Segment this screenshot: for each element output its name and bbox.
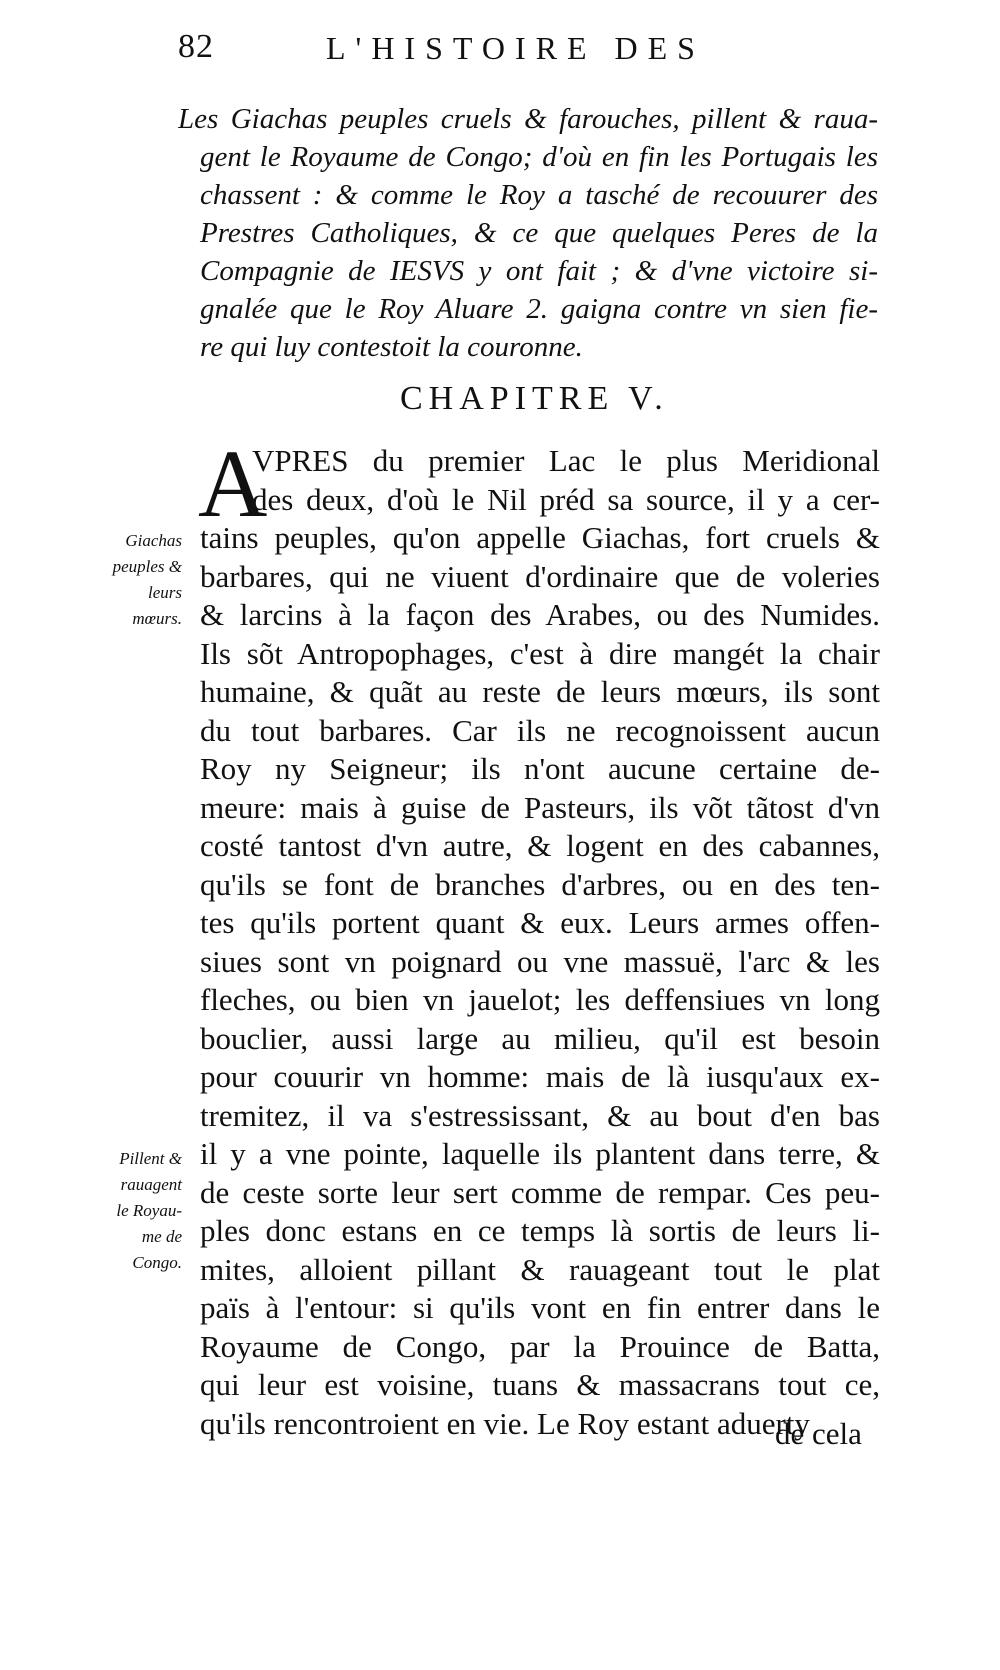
margin-note-line: mœurs. <box>132 609 182 628</box>
catchword: de cela <box>775 1416 862 1451</box>
body-line: du tout barbares. Car ils ne recognoissent aucun <box>200 712 880 748</box>
page-number: 82 <box>178 28 214 65</box>
margin-note <box>72 1146 182 1276</box>
page-header <box>178 28 878 78</box>
body-line: siues sont vn poignard ou vne massuë, l'arc & les <box>200 943 880 979</box>
margin-note-line: me de <box>141 1227 182 1246</box>
body-line: de ceste sorte leur sert comme de rempar. Ces peu- <box>200 1174 880 1210</box>
body-line: qui leur est voisine, tuans & massacrans tout ce, <box>200 1367 880 1402</box>
margin-note-line: peuples & <box>112 557 182 576</box>
body-line: meure: mais à guise de Pasteurs, ils võt tãtost d'vn <box>200 789 880 825</box>
body-line: Royaume de Congo, par la Prouince de Batta, <box>200 1328 880 1364</box>
body-line: païs à l'entour: si qu'ils vont en fin entrer dans le <box>200 1290 880 1325</box>
drop-cap: A <box>198 430 268 537</box>
summary-line: gnalée que le Roy Aluare 2. gaigna contre vn sien fie- <box>200 293 878 325</box>
body-line: bouclier, aussi large au milieu, qu'il est besoin <box>200 1020 880 1056</box>
body-line: fleches, ou bien vn jauelot; les deffensiues vn long <box>200 982 880 1017</box>
summary-line: Les Giachas peuples cruels & farouches, pillent & raua- <box>178 103 878 135</box>
body-line: costé tantost d'vn autre, & logent en des cabannes, <box>200 828 880 863</box>
chapter-summary <box>178 100 878 366</box>
summary-line: gent le Royaume de Congo; d'où en fin les Portugais les <box>200 141 878 173</box>
margin-note-line: Giachas <box>125 531 182 550</box>
body-line: humaine, & quãt au reste de leurs mœurs, ils sont <box>200 674 880 709</box>
margin-note-line: Congo. <box>132 1253 182 1272</box>
body-line: qu'ils se font de branches d'arbres, ou en des ten- <box>200 866 880 902</box>
body-line: barbares, qui ne viuent d'ordinaire que de voleries <box>200 558 880 594</box>
margin-note-line: leurs <box>148 583 182 602</box>
margin-note-line: Pillent & <box>119 1149 182 1168</box>
body-line: qu'ils rencontroient en vie. Le Roy estant aduerty <box>200 1405 810 1441</box>
summary-line: Prestres Catholiques, & ce que quelques Peres de la <box>200 217 878 249</box>
body-line: des deux, d'où le Nil préd sa source, il y a cer- <box>252 481 880 517</box>
summary-line: Compagnie de IESVS y ont fait ; & d'vne victoire si- <box>200 255 878 287</box>
body-line: Roy ny Seigneur; ils n'ont aucune certaine de- <box>200 751 880 786</box>
running-head: L'HISTOIRE DES <box>326 30 705 66</box>
margin-note-line: le Royau- <box>116 1201 182 1220</box>
margin-note-line: rauagent <box>120 1175 182 1194</box>
chapter-title: CHAPITRE V. <box>400 380 669 417</box>
summary-line: re qui luy contestoit la couronne. <box>200 331 583 363</box>
body-line: il y a vne pointe, laquelle ils plantent dans terre, & <box>200 1136 880 1171</box>
body-line: Ils sõt Antropophages, c'est à dire mangét la chair <box>200 635 880 671</box>
body-line: mites, alloient pillant & rauageant tout le plat <box>200 1251 880 1287</box>
body-line: ples donc estans en ce temps là sortis de leurs li- <box>200 1213 880 1248</box>
body-text <box>198 430 880 1443</box>
body-line: tremitez, il va s'estressissant, & au bout d'en bas <box>200 1097 880 1133</box>
body-line: tains peuples, qu'on appelle Giachas, fort cruels & <box>200 520 880 555</box>
body-line: pour couurir vn homme: mais de là iusqu'aux ex- <box>200 1059 880 1094</box>
body-line: tes qu'ils portent quant & eux. Leurs armes offen- <box>200 905 880 940</box>
summary-line: chassent : & comme le Roy a tasché de recouurer des <box>200 179 878 211</box>
body-line: & larcins à la façon des Arabes, ou des Numides. <box>200 597 880 632</box>
margin-note <box>72 528 182 632</box>
body-line: VPRES du premier Lac le plus Meridional <box>252 443 880 478</box>
